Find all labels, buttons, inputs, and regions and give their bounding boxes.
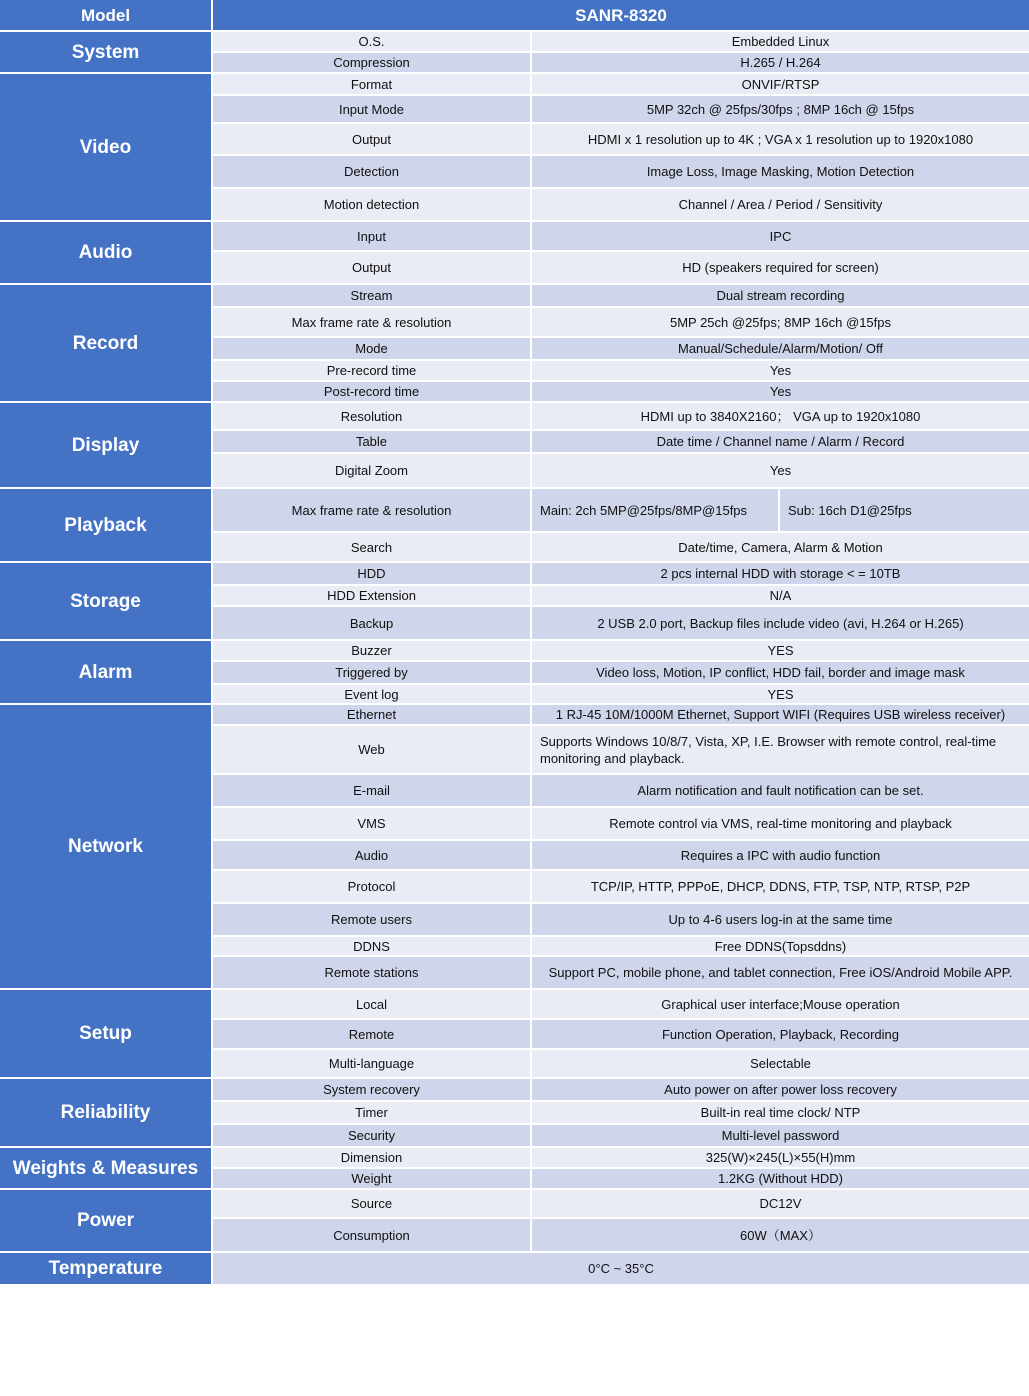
spec-value: Function Operation, Playback, Recording (532, 1020, 1029, 1048)
spec-label: Output (213, 252, 530, 283)
spec-label: Table (213, 431, 530, 452)
spec-value: DC12V (532, 1190, 1029, 1217)
spec-value: Channel / Area / Period / Sensitivity (532, 189, 1029, 220)
spec-label: Security (213, 1125, 530, 1146)
spec-label: Compression (213, 53, 530, 72)
spec-label: Input (213, 222, 530, 250)
spec-label: O.S. (213, 32, 530, 51)
spec-value: Date time / Channel name / Alarm / Record (532, 431, 1029, 452)
spec-value: Dual stream recording (532, 285, 1029, 306)
spec-label: Max frame rate & resolution (213, 489, 530, 531)
spec-value: Image Loss, Image Masking, Motion Detection (532, 156, 1029, 187)
spec-value: 1 RJ-45 10M/1000M Ethernet, Support WIFI (Requires USB wireless receiver) (532, 705, 1029, 724)
category-power: Power (0, 1190, 211, 1251)
spec-label: Detection (213, 156, 530, 187)
spec-value: Yes (532, 382, 1029, 401)
spec-label: Mode (213, 338, 530, 359)
spec-value: Manual/Schedule/Alarm/Motion/ Off (532, 338, 1029, 359)
spec-value: Support PC, mobile phone, and tablet connection, Free iOS/Android Mobile APP. (532, 957, 1029, 988)
spec-value: Yes (532, 361, 1029, 380)
spec-label: Protocol (213, 871, 530, 902)
spec-label: Dimension (213, 1148, 530, 1167)
spec-label: VMS (213, 808, 530, 839)
category-audio: Audio (0, 222, 211, 283)
spec-value: Remote control via VMS, real-time monitoring and playback (532, 808, 1029, 839)
spec-label: Web (213, 726, 530, 773)
spec-label: Triggered by (213, 662, 530, 683)
spec-label: Post-record time (213, 382, 530, 401)
category-storage: Storage (0, 563, 211, 639)
model-value: SANR-8320 (213, 0, 1029, 30)
category-temperature: Temperature (0, 1253, 211, 1284)
spec-label: Output (213, 124, 530, 154)
spec-label: Timer (213, 1102, 530, 1123)
category-playback: Playback (0, 489, 211, 561)
category-setup: Setup (0, 990, 211, 1077)
category-record: Record (0, 285, 211, 401)
spec-value: 1.2KG (Without HDD) (532, 1169, 1029, 1188)
spec-value: HDMI x 1 resolution up to 4K ; VGA x 1 resolution up to 1920x1080 (532, 124, 1029, 154)
spec-value: N/A (532, 586, 1029, 605)
spec-label: Multi-language (213, 1050, 530, 1077)
spec-label: Digital Zoom (213, 454, 530, 487)
spec-value: 60W（MAX） (532, 1219, 1029, 1251)
spec-value: Built-in real time clock/ NTP (532, 1102, 1029, 1123)
spec-label: Audio (213, 841, 530, 869)
category-weights-measures: Weights & Measures (0, 1148, 211, 1188)
spec-value: Graphical user interface;Mouse operation (532, 990, 1029, 1018)
spec-label: E-mail (213, 775, 530, 806)
spec-value: 2 pcs internal HDD with storage < = 10TB (532, 563, 1029, 584)
spec-value: Selectable (532, 1050, 1029, 1077)
spec-value-main: Main: 2ch 5MP@25fps/8MP@15fps (532, 489, 778, 531)
spec-value: Free DDNS(Topsddns) (532, 937, 1029, 955)
category-reliability: Reliability (0, 1079, 211, 1146)
spec-label: Buzzer (213, 641, 530, 660)
spec-label: Input Mode (213, 96, 530, 122)
spec-value: H.265 / H.264 (532, 53, 1029, 72)
spec-value: Video loss, Motion, IP conflict, HDD fail, border and image mask (532, 662, 1029, 683)
spec-label: System recovery (213, 1079, 530, 1100)
spec-label: Consumption (213, 1219, 530, 1251)
spec-label: Pre-record time (213, 361, 530, 380)
spec-value: Auto power on after power loss recovery (532, 1079, 1029, 1100)
spec-value: ONVIF/RTSP (532, 74, 1029, 94)
spec-label: Motion detection (213, 189, 530, 220)
spec-value: Supports Windows 10/8/7, Vista, XP, I.E. Browser with remote control, real-time monitoring and playback. (532, 726, 1029, 773)
model-label: Model (0, 0, 211, 30)
spec-label: DDNS (213, 937, 530, 955)
spec-label: Local (213, 990, 530, 1018)
spec-label: Remote users (213, 904, 530, 935)
spec-value: 325(W)×245(L)×55(H)mm (532, 1148, 1029, 1167)
spec-value: Up to 4-6 users log-in at the same time (532, 904, 1029, 935)
spec-label: Source (213, 1190, 530, 1217)
spec-label: Backup (213, 607, 530, 639)
spec-value: TCP/IP, HTTP, PPPoE, DHCP, DDNS, FTP, TSP, NTP, RTSP, P2P (532, 871, 1029, 902)
spec-value: YES (532, 685, 1029, 703)
category-video: Video (0, 74, 211, 220)
spec-value: Yes (532, 454, 1029, 487)
spec-label: Remote stations (213, 957, 530, 988)
category-alarm: Alarm (0, 641, 211, 703)
spec-label: Remote (213, 1020, 530, 1048)
category-network: Network (0, 705, 211, 988)
spec-value: Requires a IPC with audio function (532, 841, 1029, 869)
spec-value: HDMI up to 3840X2160； VGA up to 1920x1080 (532, 403, 1029, 429)
spec-label: Stream (213, 285, 530, 306)
spec-value-sub: Sub: 16ch D1@25fps (780, 489, 1029, 531)
spec-value: Alarm notification and fault notification can be set. (532, 775, 1029, 806)
spec-label: Ethernet (213, 705, 530, 724)
spec-label: Event log (213, 685, 530, 703)
spec-value: YES (532, 641, 1029, 660)
spec-label: Weight (213, 1169, 530, 1188)
spec-label: Max frame rate & resolution (213, 308, 530, 336)
spec-value: Multi-level password (532, 1125, 1029, 1146)
spec-label: Resolution (213, 403, 530, 429)
spec-value: 5MP 32ch @ 25fps/30fps ; 8MP 16ch @ 15fps (532, 96, 1029, 122)
spec-label: Search (213, 533, 530, 561)
spec-value: Date/time, Camera, Alarm & Motion (532, 533, 1029, 561)
spec-value: IPC (532, 222, 1029, 250)
category-display: Display (0, 403, 211, 487)
spec-label: HDD Extension (213, 586, 530, 605)
category-system: System (0, 32, 211, 72)
spec-value: HD (speakers required for screen) (532, 252, 1029, 283)
spec-value: Embedded Linux (532, 32, 1029, 51)
spec-value: 0°C ~ 35°C (213, 1253, 1029, 1284)
spec-value: 2 USB 2.0 port, Backup files include video (avi, H.264 or H.265) (532, 607, 1029, 639)
spec-value: 5MP 25ch @25fps; 8MP 16ch @15fps (532, 308, 1029, 336)
spec-label: HDD (213, 563, 530, 584)
spec-label: Format (213, 74, 530, 94)
